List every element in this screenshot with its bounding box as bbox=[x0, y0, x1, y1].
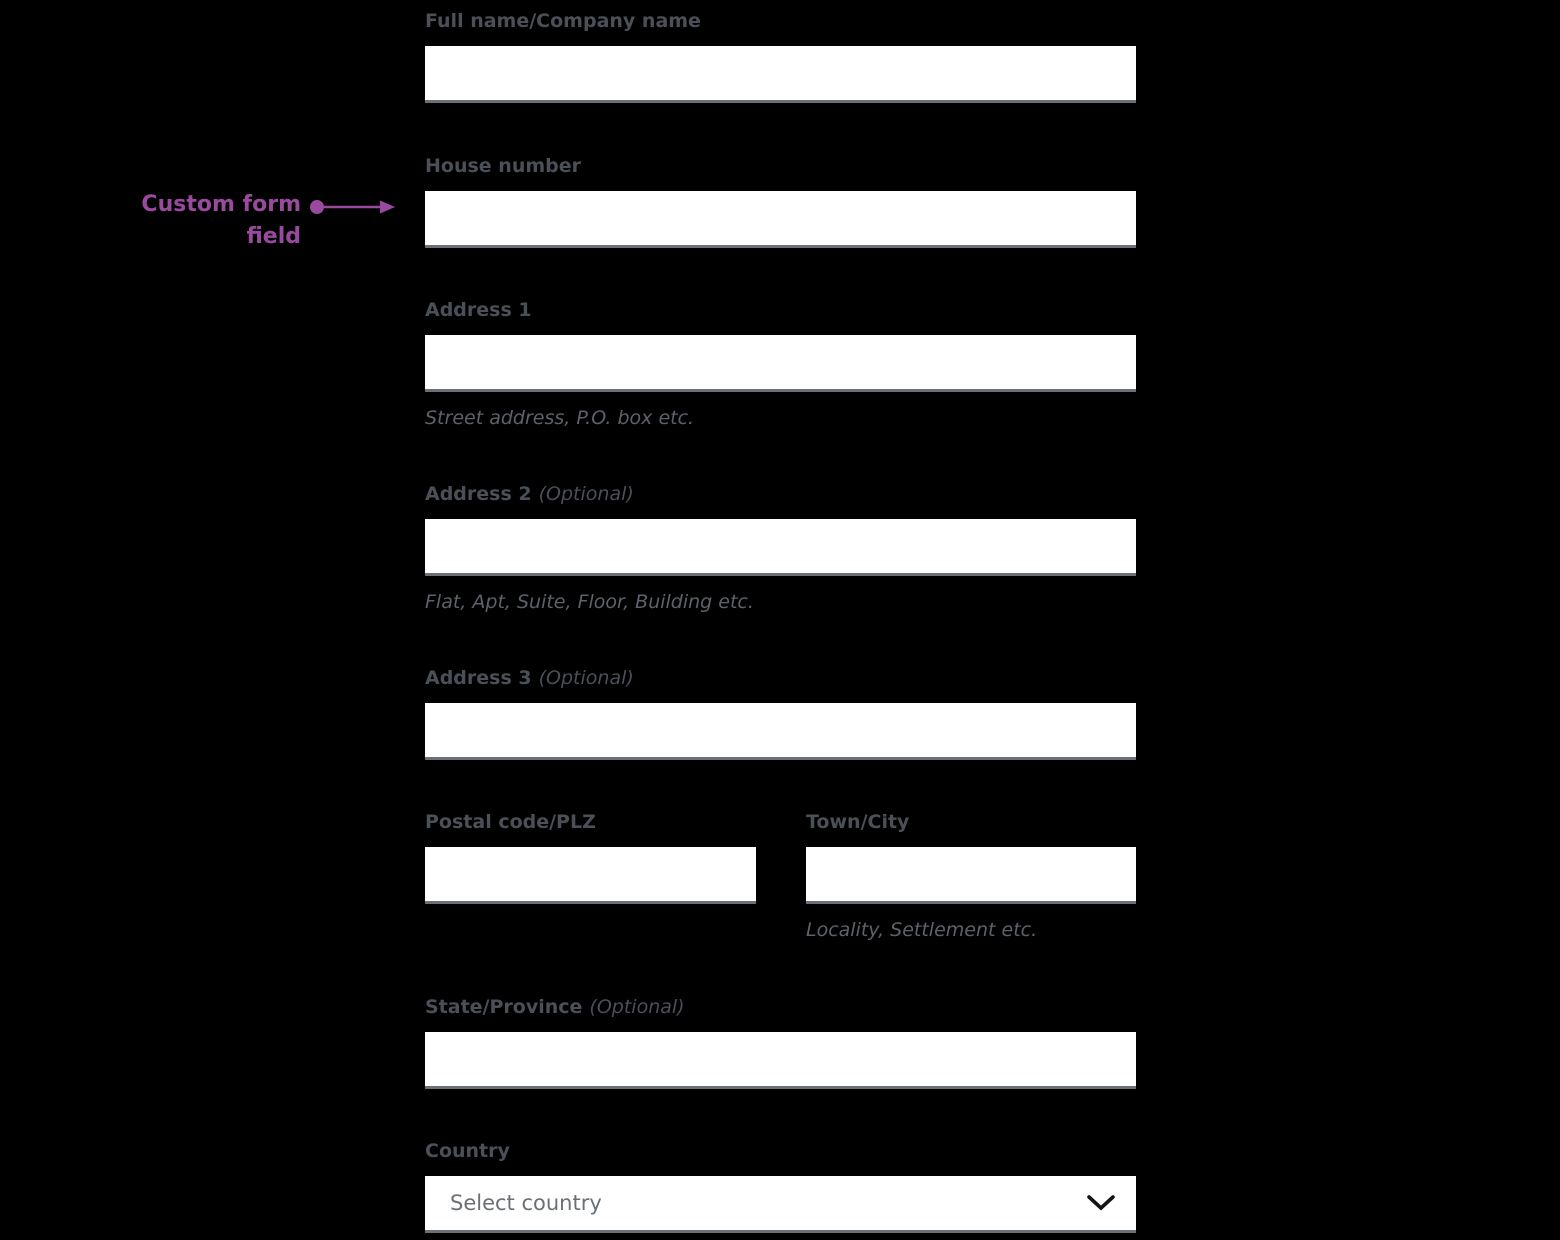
field-group-postal-code bbox=[425, 811, 756, 941]
country-select-placeholder: Select country bbox=[450, 1191, 602, 1215]
address-2-label-text: Address 2 bbox=[425, 483, 532, 505]
address-2-input[interactable] bbox=[425, 519, 1136, 576]
field-group-state-province bbox=[425, 996, 1136, 1089]
house-number-input[interactable] bbox=[425, 191, 1136, 248]
address-3-input[interactable] bbox=[425, 703, 1136, 760]
arrow-right-icon bbox=[306, 196, 396, 218]
field-group-town-city bbox=[806, 811, 1136, 941]
state-province-label bbox=[425, 996, 1136, 1018]
annotation-line-2: field bbox=[246, 224, 301, 249]
field-group-address-3 bbox=[425, 667, 1136, 760]
address-1-helper-text: Street address, P.O. box etc. bbox=[425, 407, 695, 429]
field-group-address-1 bbox=[425, 299, 1136, 429]
chevron-down-icon bbox=[1086, 1194, 1116, 1212]
country-label-text: Country bbox=[425, 1140, 510, 1162]
address-2-label bbox=[425, 483, 1136, 505]
annotation-line-1: Custom form bbox=[141, 192, 301, 217]
postal-code-input[interactable] bbox=[425, 847, 756, 904]
annotation-label bbox=[81, 189, 301, 253]
postal-town-row bbox=[425, 811, 1136, 941]
town-city-input[interactable] bbox=[806, 847, 1136, 904]
house-number-label bbox=[425, 155, 1136, 177]
house-number-label-text: House number bbox=[425, 155, 581, 177]
full-name-input[interactable] bbox=[425, 46, 1136, 103]
town-city-helper-text: Locality, Settlement etc. bbox=[806, 919, 1038, 941]
full-name-label-text: Full name/Company name bbox=[425, 10, 701, 32]
state-province-optional-text: (Optional) bbox=[589, 996, 685, 1018]
postal-code-label bbox=[425, 811, 756, 833]
town-city-label bbox=[806, 811, 1136, 833]
address-1-label bbox=[425, 299, 1136, 321]
address-1-label-text: Address 1 bbox=[425, 299, 532, 321]
address-form bbox=[425, 0, 1136, 1233]
field-group-address-2 bbox=[425, 483, 1136, 613]
country-select[interactable] bbox=[425, 1176, 1136, 1233]
town-city-label-text: Town/City bbox=[806, 811, 910, 833]
address-3-label-text: Address 3 bbox=[425, 667, 532, 689]
address-1-input[interactable] bbox=[425, 335, 1136, 392]
state-province-input[interactable] bbox=[425, 1032, 1136, 1089]
field-group-country bbox=[425, 1140, 1136, 1233]
address-3-optional-text: (Optional) bbox=[538, 667, 634, 689]
address-2-helper-text: Flat, Apt, Suite, Floor, Building etc. bbox=[425, 591, 754, 613]
postal-code-label-text: Postal code/PLZ bbox=[425, 811, 596, 833]
address-2-optional-text: (Optional) bbox=[538, 483, 634, 505]
address-3-label bbox=[425, 667, 1136, 689]
country-label bbox=[425, 1140, 1136, 1162]
field-group-house-number bbox=[425, 155, 1136, 248]
state-province-label-text: State/Province bbox=[425, 996, 583, 1018]
full-name-label bbox=[425, 10, 1136, 32]
field-group-full-name bbox=[425, 10, 1136, 103]
